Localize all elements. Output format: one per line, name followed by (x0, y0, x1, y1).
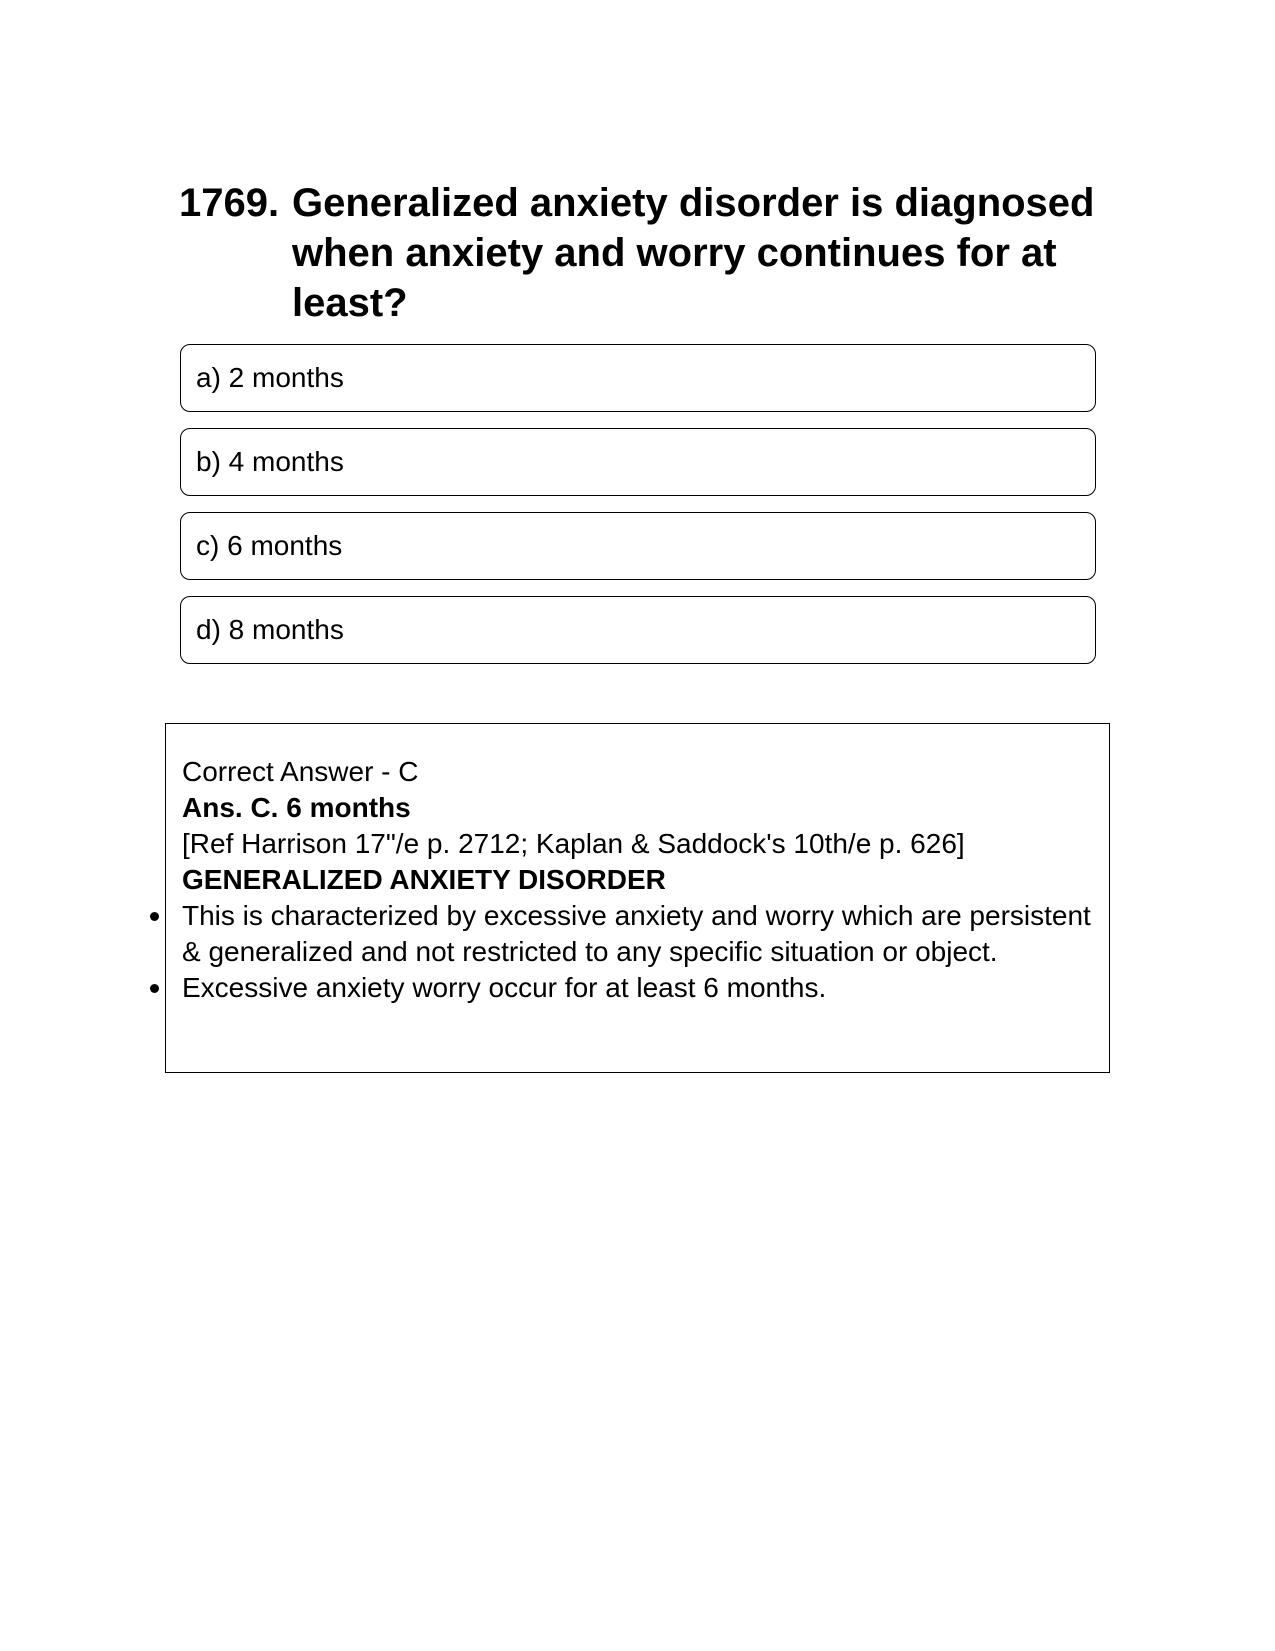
bullet-item (182, 970, 1092, 1006)
reference-line: [Ref Harrison 17"/e p. 2712; Kaplan & Saddock's 10th/e p. 626] (182, 828, 965, 859)
option-a[interactable]: a) 2 months (180, 344, 1096, 412)
answer-content (182, 754, 1092, 1006)
section-heading: GENERALIZED ANXIETY DISORDER (182, 864, 666, 895)
option-c[interactable]: c) 6 months (180, 512, 1096, 580)
bullet-icon (150, 912, 159, 921)
bullet-text: Excessive anxiety worry occur for at least 6 months. (182, 972, 827, 1003)
answer-statement: Ans. C. 6 months (182, 792, 411, 823)
bullet-icon (150, 984, 159, 993)
bullet-text: This is characterized by excessive anxiety and worry which are persistent & generalized and not restricted to any specific situation or object. (182, 900, 1091, 967)
answer-explanation-box (165, 723, 1110, 1073)
question-text: Generalized anxiety disorder is diagnosed when anxiety and worry continues for at least? (292, 181, 1095, 325)
correct-answer-line: Correct Answer - C (182, 756, 419, 787)
option-b[interactable]: b) 4 months (180, 428, 1096, 496)
options-list (180, 344, 1096, 680)
option-d[interactable]: d) 8 months (180, 596, 1096, 664)
bullet-item (182, 898, 1092, 970)
question-number: 1769. (179, 181, 280, 225)
question-heading (179, 178, 1109, 328)
